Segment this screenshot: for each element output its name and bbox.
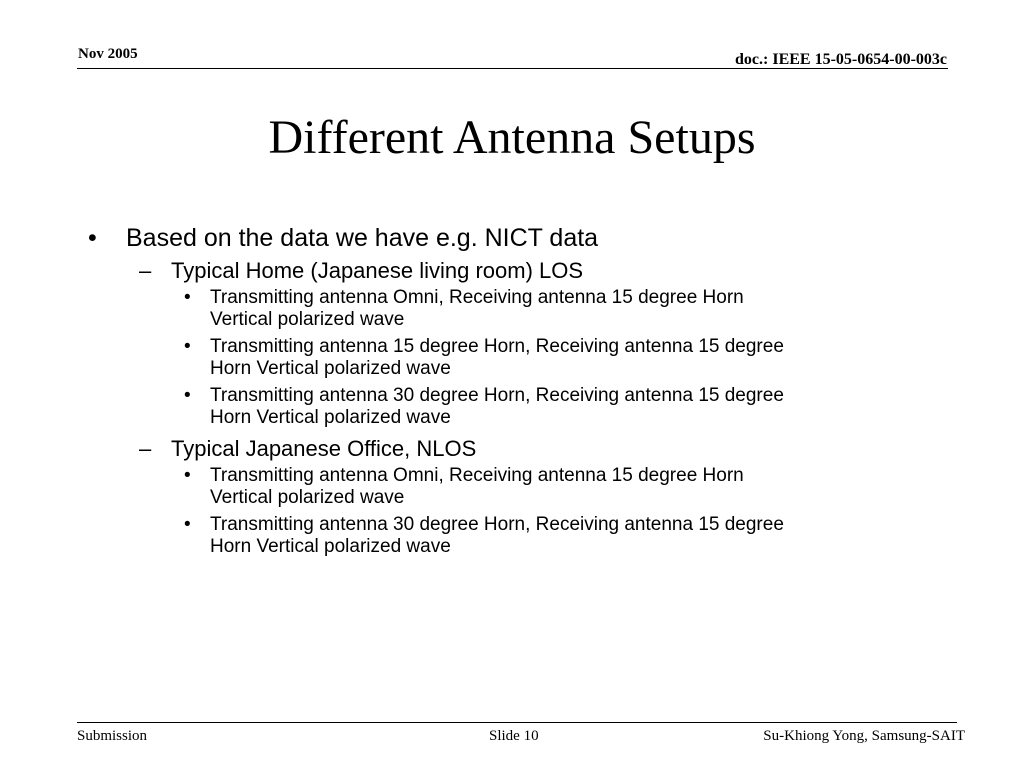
list-item-line: Transmitting antenna 30 degree Horn, Receiving antenna 15 degree (210, 385, 784, 406)
list-item (0, 287, 910, 331)
footer-author: Su-Khiong Yong, Samsung-SAIT (763, 728, 965, 744)
section-office-label: Typical Japanese Office, NLOS (171, 436, 477, 461)
section-home (0, 256, 1024, 285)
footer-slide-number: Slide 10 (489, 728, 539, 744)
header-date: Nov 2005 (78, 46, 138, 62)
list-item (0, 385, 910, 429)
dash-marker: – (139, 258, 152, 283)
bullet-marker: • (184, 465, 191, 486)
bullet-marker: • (184, 385, 191, 406)
list-item-line: Horn Vertical polarized wave (210, 407, 451, 428)
bullet-main-text: Based on the data we have e.g. NICT data (126, 224, 599, 252)
list-item-line: Transmitting antenna 30 degree Horn, Receiving antenna 15 degree (210, 514, 784, 535)
header-doc-id: doc.: IEEE 15-05-0654-00-003c (735, 51, 947, 68)
header-divider (77, 68, 948, 69)
dash-marker: – (139, 436, 152, 461)
slide-content (0, 222, 1024, 563)
list-item-line: Horn Vertical polarized wave (210, 358, 451, 379)
bullet-marker: • (88, 224, 97, 252)
bullet-marker: • (184, 287, 191, 308)
bullet-main (0, 222, 1024, 254)
bullet-marker: • (184, 514, 191, 535)
list-item (0, 514, 910, 558)
section-office (0, 434, 1024, 463)
list-item-line: Transmitting antenna Omni, Receiving antenna 15 degree Horn (210, 465, 744, 486)
section-home-label: Typical Home (Japanese living room) LOS (171, 258, 584, 283)
slide-title: Different Antenna Setups (268, 111, 756, 164)
footer-divider (77, 722, 957, 723)
list-item-line: Horn Vertical polarized wave (210, 536, 451, 557)
footer-submission: Submission (77, 728, 148, 744)
list-item-line: Transmitting antenna Omni, Receiving antenna 15 degree Horn (210, 287, 744, 308)
list-item-line: Vertical polarized wave (210, 309, 405, 330)
bullet-marker: • (184, 336, 191, 357)
list-item (0, 336, 910, 380)
list-item (0, 465, 910, 509)
list-item-line: Vertical polarized wave (210, 487, 405, 508)
list-item-line: Transmitting antenna 15 degree Horn, Receiving antenna 15 degree (210, 336, 784, 357)
